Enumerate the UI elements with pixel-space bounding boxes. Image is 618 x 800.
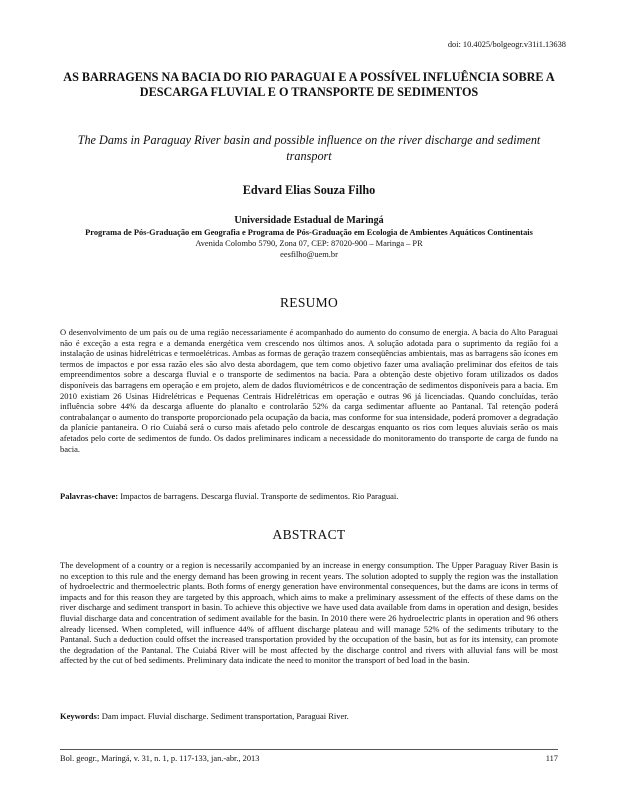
author-name: Edvard Elias Souza Filho [242, 183, 376, 197]
resumo-text: O desenvolvimento de um país ou de uma região necessariamente é acompanhado do aumento do consumo de energia. A bacia do Alto Paraguai não é exceção a esta regra e a demanda energética vem crescendo nos últimos anos. A solução adotada para o suprimento da região foi a instalação de usinas hidrelétricas e termoelétricas. Ambas as formas de geração trazem conseqüências ambientais, mas as barragens são ícones em termos de impactos e por essa razão eles são alvo desta abordagem, que tem como objetivo fazer uma avaliação preliminar dos efeitos de tais empreendimentos sobre a descarga fluvial e o transporte de sedimentos na bacia. Para a obtenção deste objetivo foram utilizados os dados disponíveis das barragens em operação e em projeto, alem de dados fluviométricos e de concentração de sedimentos disponíveis para a bacia. Em 2010 existiam 26 Usinas Hidrelétricas e Pequenas Centrais Hidrelétricas em operação e outras 96 já licenciadas. Quando concluídas, terão influência sobre 44% da descarga afluente do planalto e controlarão 52% da carga sedimentar afluente ao Pantanal. Tal retenção poderá contrabalançar o aumento do transporte proporcionado pela ocupação da bacia, mas conforme for sua intensidade, poderá promover a degradação da planície pantaneira. O rio Cuiabá será o curso mais afetado pelo controle de descargas enquanto os rios com leques aluviais serão os mais afetados pelo corte de sedimentos de fundo. Os dados preliminares indicam a necessidade do monitoramento do transporte de carga de fundo na bacia. [60, 327, 558, 454]
paper-subtitle: The Dams in Paraguay River basin and possible influence on the river discharge and sediment transport [77, 133, 541, 163]
page-number: 117 [545, 754, 558, 763]
paper-title: AS BARRAGENS NA BACIA DO RIO PARAGUAI E A POSSÍVEL INFLUÊNCIA SOBRE A DESCARGA FLUVIAL E O TRANSPORTE DE SEDIMENTOS [63, 70, 555, 99]
resumo-keywords-value: Impactos de barragens. Descarga fluvial. Transporte de sedimentos. Rio Paraguai. [120, 491, 399, 501]
footer-citation: Bol. geogr., Maringá, v. 31, n. 1, p. 117-133, jan.-abr., 2013 [60, 754, 260, 763]
abstract-keywords-label: Keywords: [60, 711, 100, 721]
doi-text: doi: 10.4025/bolgeogr.v31i1.13638 [447, 40, 566, 49]
abstract-keywords-value: Dam impact. Fluvial discharge. Sediment transportation, Paraguai River. [101, 711, 349, 721]
resumo-keywords [60, 491, 558, 502]
affiliation-university: Universidade Estadual de Maringá [234, 215, 384, 226]
footer-divider [60, 749, 558, 750]
abstract-keywords [60, 711, 558, 722]
affiliation-address: Avenida Colombo 5790, Zona 07, CEP: 87020-900 – Maringa – PR [195, 239, 423, 248]
affiliation-block [60, 214, 558, 260]
abstract-heading: ABSTRACT [272, 527, 346, 542]
abstract-text: The development of a country or a region is necessarily accompanied by an increase in energy consumption. The Upper Paraguay River Basin is no exception to this rule and the energy demand has been growing in recent years. The solution adopted to supply the region was the installation of hydroelectric and thermoelectric plants. Both forms of energy generation have environmental consequences, but the dams are icons in terms of impacts and for this reason they are targeted by this approach, which aims to make a preliminary assessment of the effects of these dams on the river discharge and sediment transport in basin. To achieve this objective we have used data available from dams in operation and design, besides fluvial discharge data and concentration of sediment available for the basin. In 2010 there were 26 hydroelectric plants in operation and 96 others already licensed. When completed, will influence 44% of affluent discharge plateau and will manage 52% of the sediments tributary to the Pantanal. Such a deduction could offset the increased transportation provided by the occupation of the basin, but as for its intensity, can promote the degradation of the Pantanal. The Cuiabá River will be most affected by the discharge control and rivers with alluvial fans will be most affected by the cut of bed sediments. Preliminary data indicate the need to monitor the transport of bed load in the basin. [60, 560, 558, 666]
author-email: eesfilho@uem.br [280, 250, 338, 259]
resumo-heading: RESUMO [279, 295, 339, 310]
resumo-keywords-label: Palavras-chave: [60, 491, 119, 501]
affiliation-program: Programa de Pós-Graduação em Geografia e Programa de Pós-Graduação em Ecologia de Ambientes Aquáticos Continentais [85, 228, 533, 237]
